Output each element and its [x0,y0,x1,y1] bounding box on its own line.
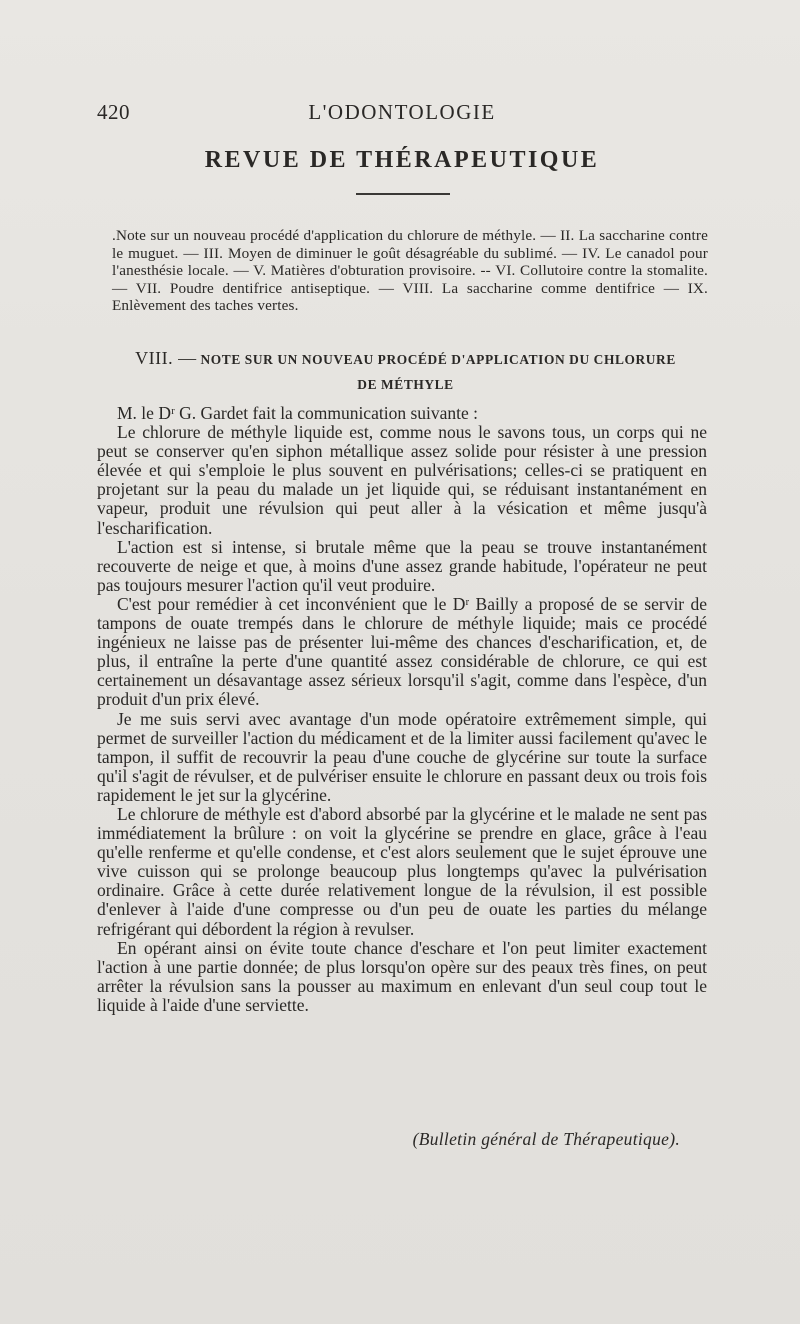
title-rule [356,193,450,195]
paragraph: Le chlorure de méthyle est d'abord absorbé par la glycérine et le malade ne sent pas immédiatement la brûlure : on voit la glycérine se prendre en glace, grâce à l'eau qu'elle renferme et qu'elle condense, et c'est alors seulement que le sujet éprouve une vive cuisson qui se prolonge beaucoup plus longtemps qu'avec la pulvérisation ordinaire. Grâce à cette durée relativement longue de la révulsion, il est possible d'enlever à l'aide d'une compresse ou d'un peu de ouate les parties du mélange refrigérant qui débordent la région à revulser. [97,803,707,939]
source-citation: (Bulletin général de Thérapeutique). [412,1129,680,1149]
article-heading-line2: DE MÉTHYLE [357,377,454,392]
paragraph: Le chlorure de méthyle liquide est, comme nous le savons tous, un corps qui ne peut se conserver qu'en siphon métallique assez solide pour résister à une pression élevée et qui s'emploie le plus souvent en pulvérisations; celles-ci se pratiquent en projetant sur la peau du malade un jet liquide qui, se réduisant instantanément en vapeur, produit une révulsion qui peut aller à la vésication et même jusqu'à l'escharification. [97,422,707,538]
page-number: 420 [97,100,130,124]
article-number: VIII. — [135,348,197,368]
article-body [97,404,707,1015]
paragraph: Je me suis servi avec avantage d'un mode opératoire extrêmement simple, qui permet de surveiller l'action du médicament et de la limiter aussi facilement qu'avec le tampon, il suffit de recouvrir la peau d'une couche de glycérine sur toute la surface qu'il s'agit de révulser, et de pulvériser ensuite le chlorure en passant deux ou trois fois rapidement le jet sur la glycérine. [97,708,707,805]
section-title: REVUE DE THÉRAPEUTIQUE [204,147,600,173]
paragraph: En opérant ainsi on évite toute chance d'eschare et l'on peut limiter exactement l'action à une partie donnée; de plus lorsqu'on opère sur des peaux très fines, on peut arrêter la révulsion sans la pousser au maximum en enlevant d'un seul coup tout le liquide à l'aide d'une serviette. [97,937,707,1015]
article-heading [103,346,708,398]
running-head [97,100,707,130]
contents-summary: .Note sur un nouveau procédé d'application du chlorure de méthyle. — II. La saccharine contre le muguet. — III. Moyen de diminuer le goût désagréable du sublimé. — IV. Le canadol pour l'anesthésie locale. — V. Matières d'obturation provisoire. -- VI. Collutoire contre la stomalite. — VII. Poudre dentifrice antiseptique. — VIII. La saccharine comme dentifrice — IX. Enlèvement des taches vertes. [112,227,708,315]
paragraph: M. le Dʳ G. Gardet fait la communication suivante : [117,403,478,423]
journal-title: L'ODONTOLOGIE [308,100,496,124]
paragraph: L'action est si intense, si brutale même que la peau se trouve instantanément recouverte de neige et que, à moins d'une assez grande habitude, l'opérateur ne peut pas toujours mesurer l'action qu'il veut produire. [97,536,707,595]
article-heading-line1: NOTE SUR UN NOUVEAU PROCÉDÉ D'APPLICATION DU CHLORURE [200,352,676,367]
paragraph: C'est pour remédier à cet inconvénient que le Dʳ Bailly a proposé de se servir de tampons de ouate trempés dans le chlorure de méthyle liquide; mais ce procédé ingénieux ne laisse pas de présenter lui-même des chances d'escharification, et, de plus, il entraîne la perte d'une quantité assez considérable de chlorure, ce qui est certainement un désavantage assez sérieux lorsqu'il s'agit, comme dans l'espèce, d'un produit d'un prix élevé. [97,593,707,710]
